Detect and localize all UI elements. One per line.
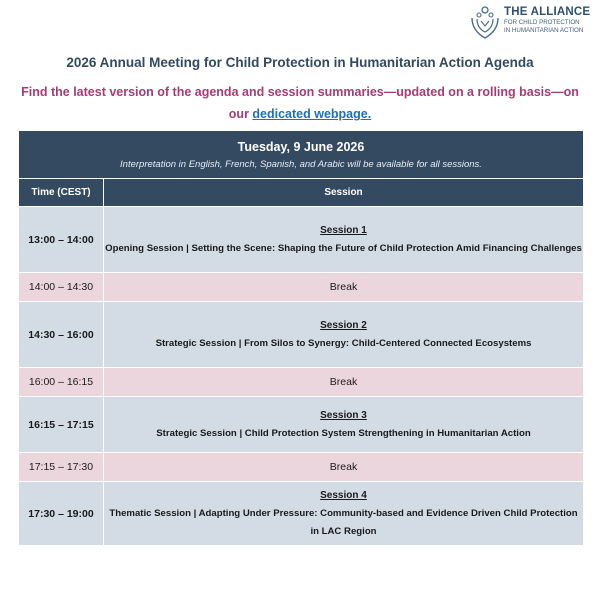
agenda-row-session-3 — [19, 397, 584, 453]
row-time: 17:15 – 17:30 — [19, 453, 104, 482]
logo-subtitle-line1: FOR CHILD PROTECTION — [504, 19, 580, 26]
column-header-session: Session — [104, 179, 584, 207]
session-title: Strategic Session | From Silos to Synergy: Child-Centered Connected Ecosystems — [155, 337, 532, 349]
session-label: Session 2 — [320, 319, 367, 331]
agenda-header — [19, 131, 584, 179]
row-session — [104, 302, 584, 368]
row-time: 14:00 – 14:30 — [19, 273, 104, 302]
alliance-logo-icon — [468, 4, 502, 42]
dedicated-webpage-link[interactable]: dedicated webpage. — [252, 107, 372, 121]
agenda-table — [18, 130, 584, 546]
subtitle — [20, 81, 580, 125]
column-header-time: Time (CEST) — [19, 179, 104, 207]
session-label: Session 1 — [320, 224, 367, 236]
agenda-date: Tuesday, 9 June 2026 — [237, 139, 365, 154]
row-session — [104, 207, 584, 273]
agenda-row-session-2 — [19, 302, 584, 368]
agenda-row-session-4 — [19, 482, 584, 546]
agenda-row-break-3 — [19, 453, 584, 482]
logo-subtitle-line2: IN HUMANITARIAN ACTION — [504, 26, 584, 34]
row-session — [104, 397, 584, 453]
row-time: 16:00 – 16:15 — [19, 368, 104, 397]
agenda-row-session-1 — [19, 207, 584, 273]
session-title: Thematic Session | Adapting Under Pressure: Community-based and Evidence Driven Child Protection in LAC Region — [109, 507, 578, 537]
agenda-row-break-1 — [19, 273, 584, 302]
session-title: Strategic Session | Child Protection System Strengthening in Humanitarian Action — [156, 427, 531, 439]
interpretation-note: Interpretation in English, French, Spanish, and Arabic will be available for all sessions. — [120, 158, 482, 170]
page-title: 2026 Annual Meeting for Child Protection in Humanitarian Action Agenda — [66, 55, 534, 70]
agenda-row-break-2 — [19, 368, 584, 397]
column-header-row — [19, 179, 584, 207]
break-label: Break — [104, 368, 584, 397]
break-label: Break — [104, 273, 584, 302]
session-label: Session 3 — [320, 409, 367, 421]
logo-title: THE ALLIANCE — [504, 6, 591, 18]
row-time: 16:15 – 17:15 — [19, 397, 104, 453]
session-label: Session 4 — [320, 489, 367, 501]
session-title: Opening Session | Setting the Scene: Shaping the Future of Child Protection Amid Financing Challenges — [105, 242, 582, 254]
row-time: 13:00 – 14:00 — [19, 207, 104, 273]
row-session — [104, 482, 584, 546]
break-label: Break — [104, 453, 584, 482]
row-time: 17:30 – 19:00 — [19, 482, 104, 546]
alliance-logo — [468, 4, 596, 44]
subtitle-text: Find the latest version of the agenda and session summaries—updated on a rolling basis—on our — [21, 85, 579, 121]
row-time: 14:30 – 16:00 — [19, 302, 104, 368]
